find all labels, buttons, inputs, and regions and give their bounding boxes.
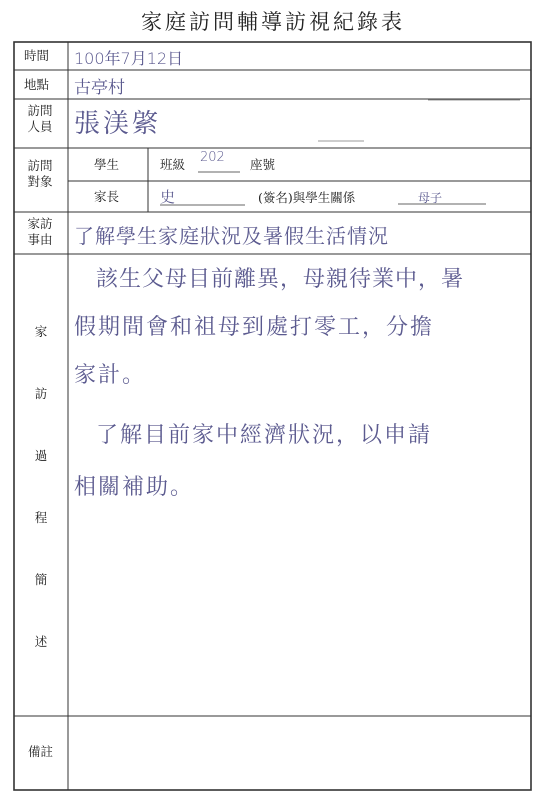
label-place: 地點: [24, 77, 50, 92]
label-time: 時間: [24, 48, 50, 63]
label-class: 班級: [160, 157, 186, 172]
label-reason: [24, 216, 56, 247]
label-signature-relation: (簽名)與學生關係: [258, 190, 356, 205]
label-visitor-line1: 訪問: [27, 103, 53, 118]
hw-process-line: 了解目前家中經濟狀況，以申請: [96, 423, 433, 448]
label-remarks: 備註: [28, 744, 54, 759]
hw-date: 100年7月12日: [74, 49, 184, 68]
label-reason-line1: 家訪: [27, 216, 53, 231]
label-parent: 家長: [94, 189, 120, 204]
hw-process-line: 相關補助。: [74, 475, 195, 500]
label-process-char: 過: [34, 448, 48, 463]
label-process: [31, 322, 51, 694]
label-process-char: 程: [34, 510, 48, 525]
label-reason-line2: 事由: [27, 231, 53, 247]
form-title: 家庭訪問輔導訪視紀錄表: [141, 10, 405, 34]
label-visitor: [24, 103, 56, 134]
hw-reason: 了解學生家庭狀況及暑假生活情況: [74, 224, 389, 248]
label-target-line1: 訪問: [27, 158, 53, 173]
hw-visitor: 張渼綮: [74, 109, 162, 139]
label-target-line2: 對象: [27, 173, 53, 189]
hw-place: 古亭村: [74, 78, 125, 98]
hw-relation: 母子: [418, 191, 443, 205]
label-process-char: 家: [34, 324, 48, 339]
hw-process-line: 該生父母目前離異，母親待業中，暑: [96, 267, 465, 292]
label-visitor-line2: 人員: [27, 118, 53, 134]
hw-parent-signature: 史: [160, 188, 176, 206]
hw-process-line: 家計。: [74, 363, 147, 388]
label-student: 學生: [94, 157, 120, 172]
hw-process-line: 假期間會和祖母到處打零工，分擔: [74, 315, 435, 340]
hw-class-number: 202: [200, 150, 225, 165]
label-process-char: 述: [34, 634, 48, 649]
label-process-char: 訪: [34, 386, 48, 401]
label-target: [24, 158, 56, 189]
label-seat: 座號: [250, 157, 276, 172]
label-process-char: 簡: [34, 572, 48, 587]
